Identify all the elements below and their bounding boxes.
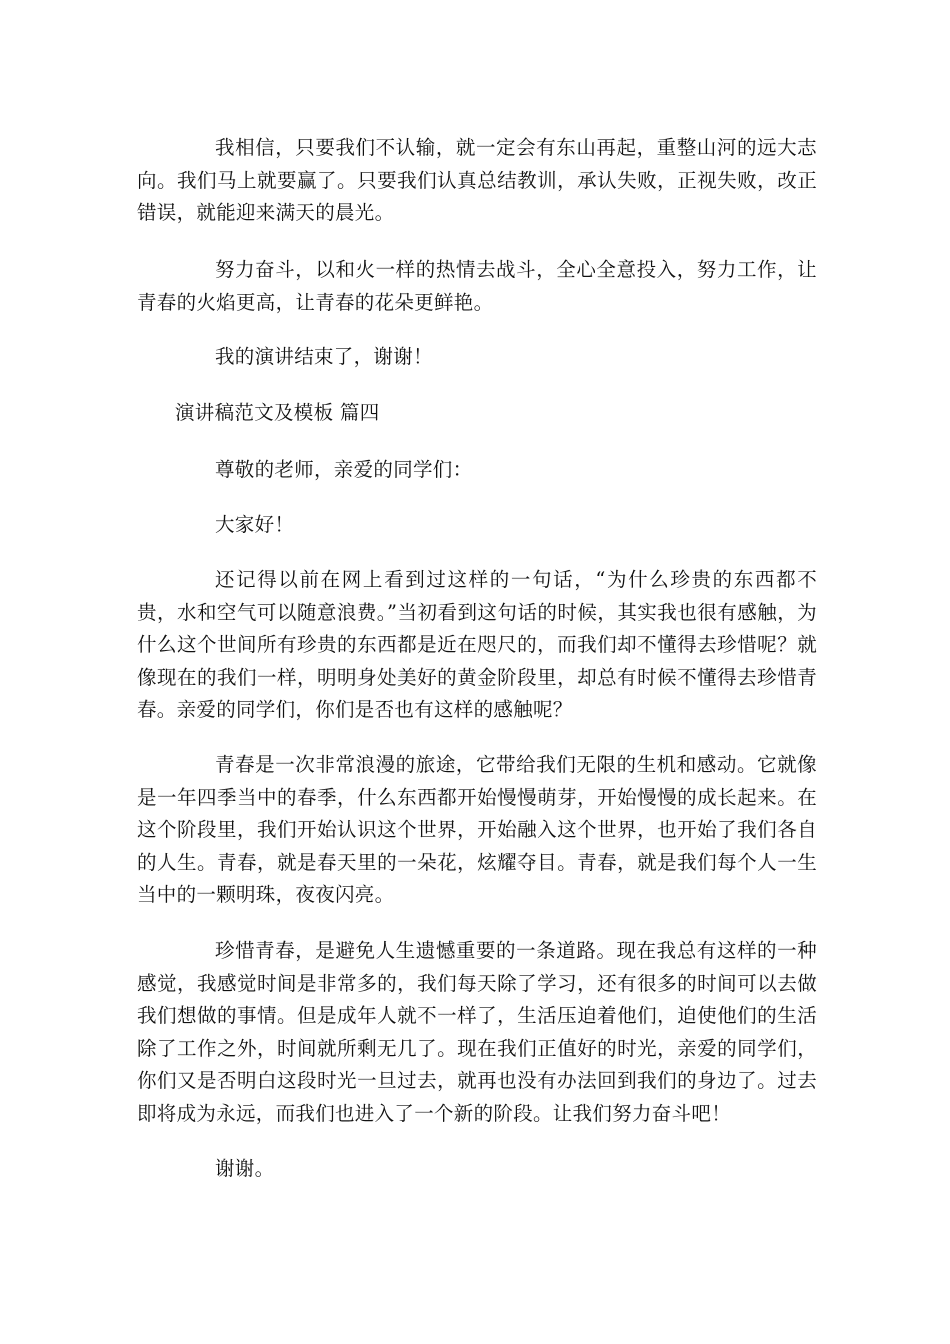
paragraph-youth-journey: 青春是一次非常浪漫的旅途，它带给我们无限的生机和感动。它就像是一年四季当中的春季，什么东西都开始慢慢萌芽，开始慢慢的成长起来。在这个阶段里，我们开始认识这个世界，开始融入这个世界，也开始了我们各自的人生。青春，就是春天里的一朵花，炫耀夺目。青春，就是我们每个人一生当中的一颗明珠，夜夜闪亮。 (137, 753, 817, 906)
paragraph-cherish-youth: 珍惜青春，是避免人生遗憾重要的一条道路。现在我总有这样的一种感觉，我感觉时间是非常多的，我们每天除了学习，还有很多的时间可以去做我们想做的事情。但是成年人就不一样了，生活压迫着他们，迫使他们的生活除了工作之外，时间就所剩无几了。现在我们正值好的时光，亲爱的同学们，你们又是否明白这段时光一旦过去，就再也没有办法回到我们的身边了。过去即将成为永远，而我们也进入了一个新的阶段。让我们努力奋斗吧！ (137, 939, 817, 1125)
paragraph-salutation: 尊敬的老师，亲爱的同学们： (215, 458, 473, 481)
paragraph-speech-end: 我的演讲结束了，谢谢！ (215, 345, 433, 368)
paragraph-belief: 我相信，只要我们不认输，就一定会有东山再起，重整山河的远大志向。我们马上就要赢了。只要我们认真总结教训，承认失败，正视失败，改正错误，就能迎来满天的晨光。 (137, 136, 817, 224)
section-heading: 演讲稿范文及模板 篇四 (175, 401, 380, 424)
paragraph-greeting: 大家好！ (215, 513, 295, 536)
paragraph-thanks: 谢谢。 (215, 1157, 275, 1180)
paragraph-strive: 努力奋斗，以和火一样的热情去战斗，全心全意投入，努力工作，让青春的火焰更高，让青春的花朵更鲜艳。 (137, 258, 817, 314)
paragraph-precious: 还记得以前在网上看到过这样的一句话，“为什么珍贵的东西都不贵，水和空气可以随意浪费。”当初看到这句话的时候，其实我也很有感触，为什么这个世间所有珍贵的东西都是近在咫尺的，而我们却不懂得去珍惜呢？就像现在的我们一样，明明身处美好的黄金阶段里，却总有时候不懂得去珍惜青春。亲爱的同学们，你们是否也有这样的感触呢？ (137, 568, 817, 721)
